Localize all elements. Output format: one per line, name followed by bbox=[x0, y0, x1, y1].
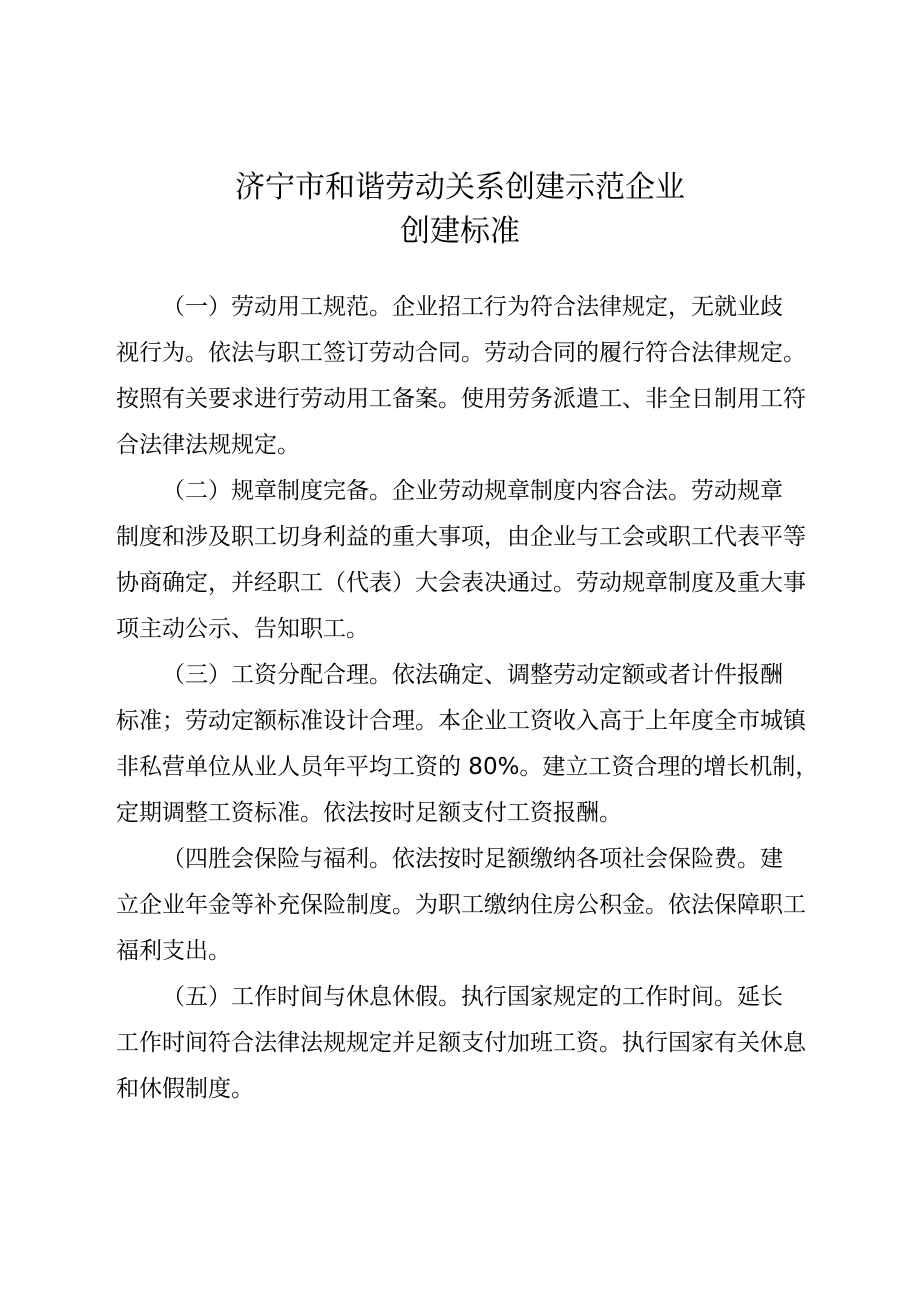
paragraph-line: 协商确定，并经职工（代表）大会表决通过。劳动规章制度及重大事 bbox=[116, 570, 806, 596]
document-title-line-2: 创建标准 bbox=[400, 214, 520, 249]
paragraph-line: 立企业年金等补充保险制度。为职工缴纳住房公积金。依法保障职工 bbox=[116, 892, 806, 918]
paragraph-line: 定期调整工资标准。依法按时足额支付工资报酬。 bbox=[116, 800, 622, 826]
paragraph-social-insurance bbox=[116, 836, 816, 974]
paragraph-line: 项主动公示、告知职工。 bbox=[116, 616, 369, 642]
document-body bbox=[116, 284, 819, 1112]
paragraph-line: （三）工资分配合理。依法确定、调整劳动定额或者计件报酬 bbox=[162, 662, 783, 688]
paragraph-line: （二）规章制度完备。企业劳动规章制度内容合法。劳动规章 bbox=[162, 478, 783, 504]
paragraph-line: （四胜会保险与福利。依法按时足额缴纳各项社会保险费。建 bbox=[162, 846, 783, 872]
paragraph-line: 合法律法规规定。 bbox=[116, 432, 300, 458]
paragraph-line: 按照有关要求进行劳动用工备案。使用劳务派遣工、非全日制用工符 bbox=[116, 386, 806, 412]
paragraph-line: 视行为。依法与职工签订劳动合同。劳动合同的履行符合法律规定。 bbox=[116, 340, 806, 366]
paragraph-line: 工作时间符合法律法规规定并足额支付加班工资。执行国家有关休息 bbox=[116, 1030, 806, 1056]
paragraph-line: 标准；劳动定额标准设计合理。本企业工资收入高于上年度全市城镇 bbox=[116, 708, 806, 734]
paragraph-line: 制度和涉及职工切身利益的重大事项，由企业与工会或职工代表平等 bbox=[116, 524, 806, 550]
paragraph-line: 福利支出。 bbox=[116, 938, 231, 964]
paragraph-working-hours bbox=[116, 974, 816, 1112]
paragraph-rules-regulations bbox=[116, 468, 816, 652]
paragraph-line: （一）劳动用工规范。企业招工行为符合法律规定，无就业歧 bbox=[162, 294, 783, 320]
paragraph-wage-distribution bbox=[116, 652, 819, 836]
paragraph-line: （五）工作时间与休息休假。执行国家规定的工作时间。延长 bbox=[162, 984, 783, 1010]
paragraph-line: 和休假制度。 bbox=[116, 1076, 254, 1102]
paragraph-line: 非私营单位从业人员年平均工资的 80%。建立工资合理的增长机制， bbox=[116, 754, 819, 780]
document-title-line-1: 济宁市和谐劳动关系创建示范企业 bbox=[235, 170, 685, 205]
paragraph-labor-employment bbox=[116, 284, 816, 468]
